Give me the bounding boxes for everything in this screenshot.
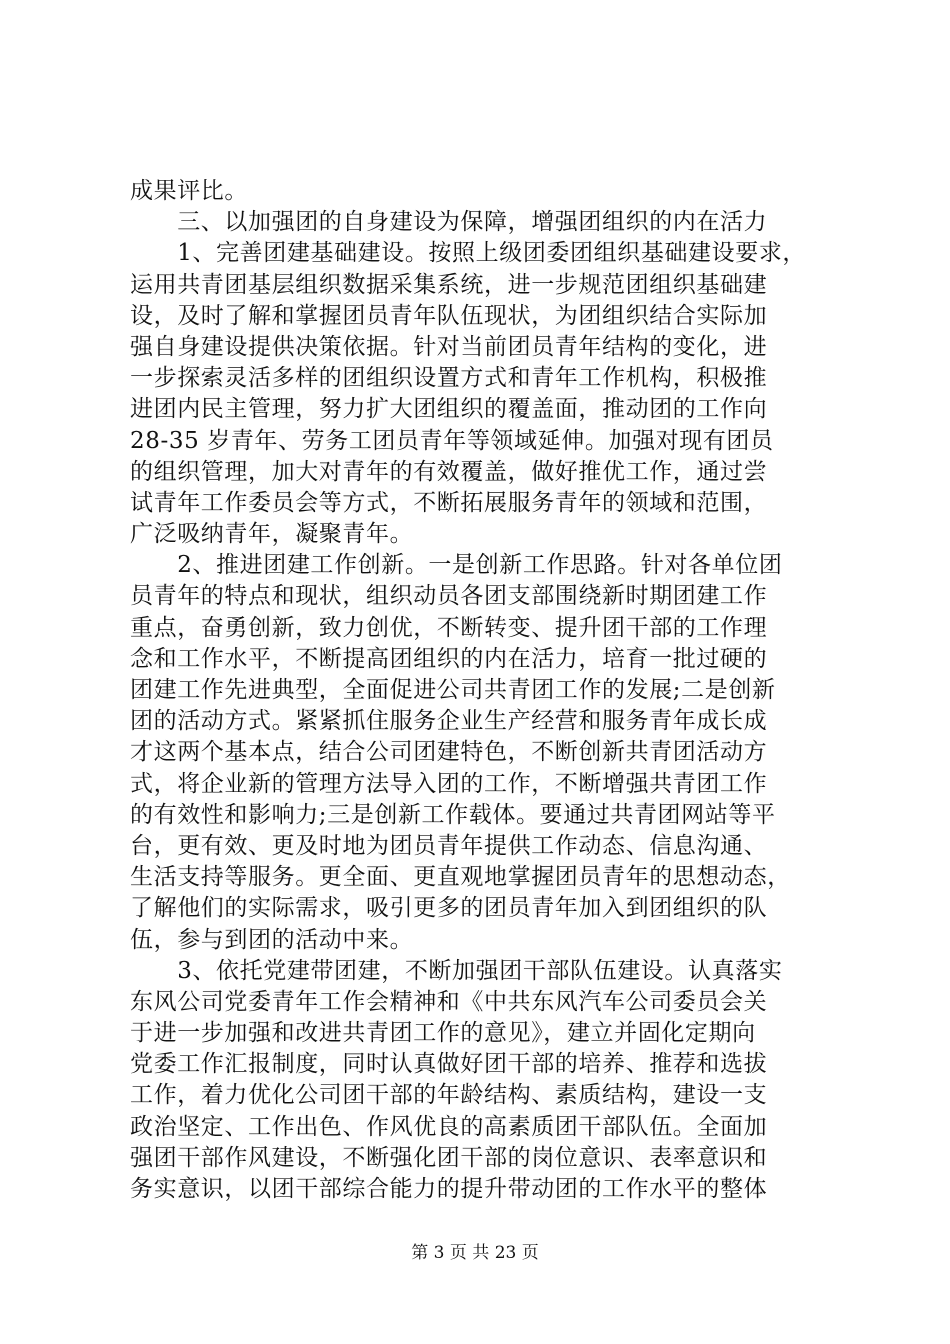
text-line: 运用共青团基层组织数据采集系统，进一步规范团组织基础建 (130, 271, 768, 298)
text-line: 强团干部作风建设，不断强化团干部的岗位意识、表率意识和 (130, 1144, 768, 1171)
text-line: 成果评比。 (130, 178, 248, 204)
text-line: 团的活动方式。紧紧抓住服务企业生产经营和服务青年成长成 (130, 708, 768, 735)
text-line: 的有效性和影响力;三是创新工作载体。要通过共青团网站等平 (130, 801, 776, 828)
text-line: 于进一步加强和改进共青团工作的意见》，建立并固化定期向 (130, 1020, 756, 1047)
text-line: 伍，参与到团的活动中来。 (130, 926, 414, 953)
text-line: 念和工作水平，不断提高团组织的内在活力，培育一批过硬的 (130, 645, 768, 672)
text-line: 党委工作汇报制度，同时认真做好团干部的培养、推荐和选拔 (130, 1051, 768, 1078)
text-line: 强自身建设提供决策依据。针对当前团员青年结构的变化，进 (130, 333, 768, 360)
text-line: 2、推进团建工作创新。一是创新工作思路。针对各单位团 (130, 552, 783, 579)
text-line: 工作，着力优化公司团干部的年龄结构、素质结构，建设一支 (130, 1082, 768, 1109)
text-line: 生活支持等服务。更全面、更直观地掌握团员青年的思想动态， (130, 864, 791, 891)
text-line: 三、以加强团的自身建设为保障，增强团组织的内在活力 (130, 209, 768, 236)
text-line: 式，将企业新的管理方法导入团的工作，不断增强共青团工作 (130, 770, 768, 797)
text-line: 团建工作先进典型，全面促进公司共青团工作的发展;二是创新 (130, 677, 776, 703)
text-line: 28-35 岁青年、劳务工团员青年等领域延伸。加强对现有团员 (130, 427, 774, 454)
text-line: 的组织管理，加大对青年的有效覆盖，做好推优工作，通过尝 (130, 458, 768, 485)
text-line: 一步探索灵活多样的团组织设置方式和青年工作机构，积极推 (130, 365, 768, 392)
text-line: 1、完善团建基础建设。按照上级团委团组织基础建设要求， (130, 240, 807, 267)
text-line: 政治坚定、工作出色、作风优良的高素质团干部队伍。全面加 (130, 1113, 768, 1140)
text-line: 员青年的特点和现状，组织动员各团支部围绕新时期团建工作 (130, 583, 768, 610)
text-line: 进团内民主管理，努力扩大团组织的覆盖面，推动团的工作向 (130, 396, 768, 423)
text-line: 台，更有效、更及时地为团员青年提供工作动态、信息沟通、 (130, 832, 768, 859)
text-line: 设，及时了解和掌握团员青年队伍现状，为团组织结合实际加 (130, 302, 768, 329)
text-line: 了解他们的实际需求，吸引更多的团员青年加入到团组织的队 (130, 895, 768, 922)
text-line: 试青年工作委员会等方式，不断拓展服务青年的领域和范围， (130, 489, 768, 516)
text-line: 东风公司党委青年工作会精神和《中共东风汽车公司委员会关 (130, 988, 768, 1015)
text-line: 3、依托党建带团建，不断加强团干部队伍建设。认真落实 (130, 957, 783, 984)
text-line: 广泛吸纳青年，凝聚青年。 (130, 521, 414, 548)
text-line: 务实意识，以团干部综合能力的提升带动团的工作水平的整体 (130, 1176, 768, 1202)
document-body (130, 176, 830, 1205)
text-line: 重点，奋勇创新，致力创优，不断转变、提升团干部的工作理 (130, 614, 768, 641)
text-line: 才这两个基本点，结合公司团建特色，不断创新共青团活动方 (130, 739, 768, 766)
page-footer: 第 3 页 共 23 页 (411, 1243, 539, 1263)
